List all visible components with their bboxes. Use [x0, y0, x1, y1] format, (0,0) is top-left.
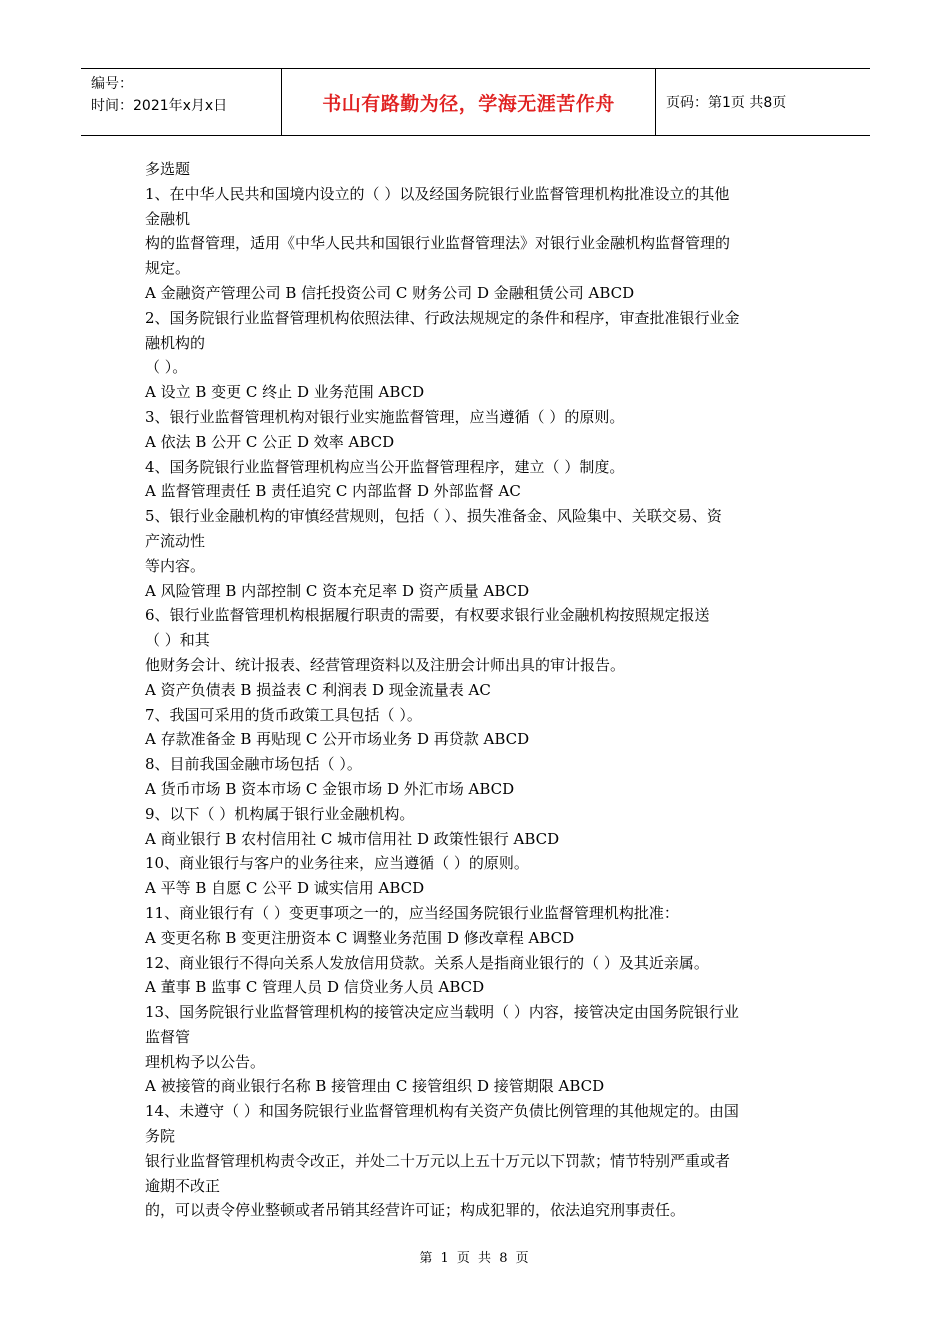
- text-line: 务院: [145, 1127, 176, 1146]
- text-line: 规定。: [145, 259, 191, 278]
- text-line: 逾期不改正: [145, 1176, 221, 1195]
- text-line: （ ）和其: [145, 631, 210, 650]
- document-number-label: 编号：: [91, 76, 133, 92]
- text-line: 4、国务院银行业监督管理机构应当公开监督管理程序，建立（ ）制度。: [145, 457, 625, 476]
- text-line: A 存款准备金 B 再贴现 C 公开市场业务 D 再贷款 ABCD: [145, 730, 530, 749]
- text-line: 8、目前我国金融市场包括（ ）。: [145, 755, 362, 774]
- text-line: 2、国务院银行业监督管理机构依照法律、行政法规规定的条件和程序，审查批准银行业金: [145, 308, 740, 327]
- text-line: 融机构的: [145, 333, 206, 352]
- text-line: 的，可以责令停业整顿或者吊销其经营许可证；构成犯罪的，依法追究刑事责任。: [145, 1201, 686, 1220]
- text-line: A 金融资产管理公司 B 信托投资公司 C 财务公司 D 金融租赁公司 ABCD: [145, 283, 635, 302]
- text-line: 监督管: [145, 1027, 191, 1046]
- document-time-label: 时间：2021年x月x日: [91, 98, 228, 114]
- document-header: [81, 68, 870, 136]
- text-line: 11、商业银行有（ ）变更事项之一的，应当经国务院银行业监督管理机构批准：: [145, 903, 679, 922]
- text-line: A 董事 B 监事 C 管理人员 D 信贷业务人员 ABCD: [145, 978, 485, 997]
- text-line: 他财务会计、统计报表、经营管理资料以及注册会计师出具的审计报告。: [145, 655, 626, 674]
- text-line: 1、在中华人民共和国境内设立的（ ）以及经国务院银行业监督管理机构批准设立的其他: [145, 184, 730, 203]
- text-line: A 被接管的商业银行名称 B 接管理由 C 接管组织 D 接管期限 ABCD: [145, 1077, 605, 1096]
- text-line: A 风险管理 B 内部控制 C 资本充足率 D 资产质量 ABCD: [145, 581, 530, 600]
- text-line: A 依法 B 公开 C 公正 D 效率 ABCD: [145, 432, 395, 451]
- text-line: A 商业银行 B 农村信用社 C 城市信用社 D 政策性银行 ABCD: [145, 829, 560, 848]
- text-line: 等内容。: [145, 556, 206, 575]
- text-line: 5、银行业金融机构的审慎经营规则，包括（ ）、损失准备金、风险集中、关联交易、资: [145, 507, 722, 526]
- header-motto-cell: [282, 69, 656, 135]
- text-line: 银行业监督管理机构责令改正，并处二十万元以上五十万元以下罚款；情节特别严重或者: [145, 1151, 731, 1170]
- text-line: 多选题: [145, 160, 191, 178]
- text-line: （ ）。: [145, 358, 188, 377]
- text-line: 13、国务院银行业监督管理机构的接管决定应当载明（ ）内容，接管决定由国务院银行业: [145, 1003, 739, 1022]
- header-meta-cell: [81, 69, 282, 135]
- text-line: A 平等 B 自愿 C 公平 D 诚实信用 ABCD: [145, 879, 425, 898]
- text-line: 理机构予以公告。: [145, 1052, 266, 1071]
- text-line: 构的监督管理，适用《中华人民共和国银行业监督管理法》对银行业金融机构监督管理的: [145, 234, 731, 253]
- page-footer: 第 1 页 共 8 页: [419, 1251, 531, 1266]
- question-body: [145, 157, 810, 1223]
- text-line: 14、未遵守（ ）和国务院银行业监督管理机构有关资产负债比例管理的其他规定的。由国: [145, 1102, 739, 1121]
- text-line: A 监督管理责任 B 责任追究 C 内部监督 D 外部监督 AC: [145, 482, 521, 501]
- header-page-cell: [656, 69, 870, 135]
- text-line: 10、商业银行与客户的业务往来，应当遵循（ ）的原则。: [145, 854, 529, 873]
- text-line: 3、银行业监督管理机构对银行业实施监督管理，应当遵循（ ）的原则。: [145, 407, 625, 426]
- text-line: 7、我国可采用的货币政策工具包括（ ）。: [145, 705, 422, 724]
- text-line: A 资产负债表 B 损益表 C 利润表 D 现金流量表 AC: [145, 680, 491, 699]
- header-motto: 书山有路勤为径，学海无涯苦作舟: [322, 92, 615, 115]
- text-line: 12、商业银行不得向关系人发放信用贷款。关系人是指商业银行的（ ）及其近亲属。: [145, 953, 709, 972]
- text-line: A 设立 B 变更 C 终止 D 业务范围 ABCD: [145, 383, 425, 402]
- text-line: A 货币市场 B 资本市场 C 金银市场 D 外汇市场 ABCD: [145, 779, 515, 798]
- text-line: 9、以下（ ）机构属于银行业金融机构。: [145, 804, 415, 823]
- text-line: 6、银行业监督管理机构根据履行职责的需要，有权要求银行业金融机构按照规定报送: [145, 606, 710, 625]
- header-page-info: 页码：第1页 共8页: [666, 95, 787, 111]
- text-line: A 变更名称 B 变更注册资本 C 调整业务范围 D 修改章程 ABCD: [145, 928, 575, 947]
- text-line: 产流动性: [145, 531, 206, 550]
- text-line: 金融机: [145, 209, 191, 228]
